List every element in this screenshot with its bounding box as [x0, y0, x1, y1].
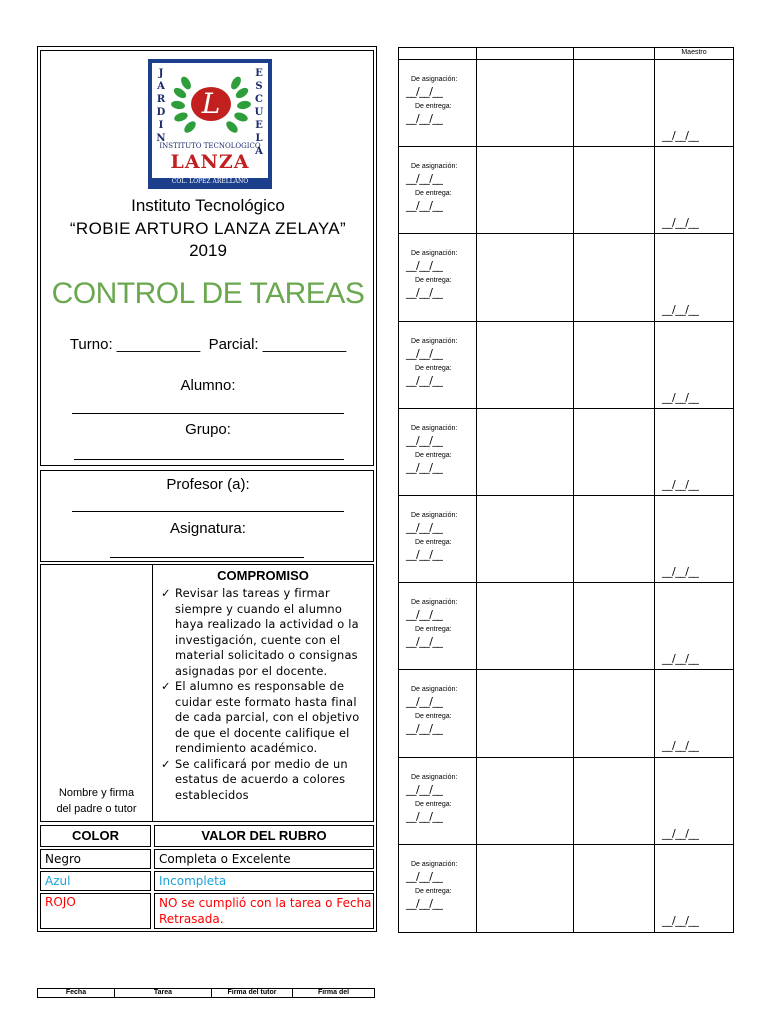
asignacion-label: De asignación:	[411, 76, 458, 83]
color-value: Incompleta	[154, 871, 374, 891]
logo-colony-text: COL. LÓPEZ ARELLANO	[171, 178, 249, 185]
asignacion-label: De asignación:	[411, 512, 458, 519]
entrega-date[interactable]: __/__/__	[406, 635, 443, 649]
alumno-line	[72, 413, 344, 414]
compromiso-list	[161, 586, 371, 803]
maestro-date[interactable]: __/__/__	[662, 739, 699, 753]
school-logo	[148, 59, 272, 189]
asignacion-date[interactable]: __/__/__	[406, 172, 443, 186]
profesor-line	[72, 511, 344, 512]
color-value: Completa o Excelente	[154, 849, 374, 869]
logo-institute-text: INSTITUTO TECNOLOGICO	[159, 142, 261, 150]
maestro-date[interactable]: __/__/__	[662, 826, 699, 840]
asignacion-label: De asignación:	[411, 163, 458, 171]
asignacion-date[interactable]: __/__/__	[406, 346, 443, 360]
color-header: COLOR	[40, 825, 151, 847]
profesor-label: Profesor (a):	[166, 476, 250, 493]
logo-left-letters: J A R D I N	[156, 68, 166, 144]
entrega-date[interactable]: __/__/__	[406, 199, 443, 213]
compromiso-item-text: Se calificará por medio de un estatus de acuerdo a colores establecidos	[175, 756, 348, 802]
bottom-header-strip	[37, 988, 375, 998]
color-value: NO se cumplió con la tarea o Fecha Retrasada.	[154, 893, 374, 929]
asignatura-line	[110, 557, 304, 558]
check-icon: ✓	[161, 756, 171, 771]
tracking-row	[399, 670, 733, 757]
color-name: ROJO	[40, 893, 151, 929]
signature-cell	[41, 565, 153, 821]
entrega-date[interactable]: __/__/__	[406, 722, 443, 736]
asignacion-date[interactable]: __/__/__	[406, 259, 443, 273]
asignacion-date[interactable]: __/__/__	[406, 521, 443, 534]
asignacion-date[interactable]: __/__/__	[406, 782, 443, 796]
entrega-date[interactable]: __/__/__	[406, 548, 443, 561]
compromiso-item	[161, 679, 371, 757]
maestro-date[interactable]: __/__/__	[662, 477, 699, 491]
compromiso-item	[161, 757, 371, 804]
maestro-date[interactable]: __/__/__	[662, 129, 699, 142]
entrega-label: De entrega:	[415, 451, 452, 459]
year: 2019	[189, 241, 227, 260]
maestro-date[interactable]: __/__/__	[662, 303, 699, 317]
check-icon: ✓	[161, 586, 171, 600]
color-row-azul	[40, 871, 374, 891]
entrega-label: De entrega:	[415, 364, 452, 372]
tracking-row	[399, 758, 733, 845]
compromiso-item	[161, 586, 371, 679]
asignacion-date[interactable]: __/__/__	[406, 433, 443, 447]
firma-tutor-header: Firma del tutor	[212, 989, 293, 997]
maestro-header: Maestro	[681, 49, 707, 56]
color-row-rojo	[40, 893, 374, 929]
logo-lanza-text: LANZA	[170, 151, 250, 173]
laurel-wreath-icon	[170, 71, 252, 137]
profesor-box	[40, 470, 374, 562]
entrega-date[interactable]: __/__/__	[406, 286, 443, 300]
grupo-line	[74, 459, 344, 460]
cover-panel	[37, 46, 377, 932]
maestro-date[interactable]: __/__/__	[662, 913, 699, 927]
turno-parcial-row	[41, 336, 375, 353]
color-row-negro	[40, 849, 374, 869]
maestro-date[interactable]: __/__/__	[662, 216, 699, 230]
signature-label-line2: del padre o tutor	[56, 803, 137, 815]
entrega-date[interactable]: __/__/__	[406, 112, 443, 125]
asignacion-label: De asignación:	[411, 250, 458, 258]
asignatura-label: Asignatura:	[170, 520, 246, 537]
tracking-table	[398, 47, 734, 933]
entrega-label: De entrega:	[415, 887, 452, 895]
asignacion-label: De asignación:	[411, 424, 458, 432]
color-table-header	[40, 825, 374, 847]
asignacion-label: De asignación:	[411, 773, 458, 781]
tarea-header: Tarea	[115, 989, 212, 997]
entrega-label: De entrega:	[415, 190, 452, 198]
school-name: “ROBIE ARTURO LANZA ZELAYA”	[69, 219, 347, 238]
entrega-date[interactable]: __/__/__	[406, 460, 443, 474]
entrega-date[interactable]: __/__/__	[406, 896, 443, 910]
tracking-row	[399, 147, 733, 234]
value-header: VALOR DEL RUBRO	[154, 825, 374, 847]
color-name: Negro	[40, 849, 151, 869]
tracking-row	[399, 322, 733, 409]
compromiso-item-text: El alumno es responsable de cuidar este formato hasta final de cada parcial, con el objetivo de que el docente califique el rendimiento académico.	[175, 679, 360, 755]
parcial-label: Parcial: __________	[208, 336, 347, 353]
asignacion-date[interactable]: __/__/__	[406, 608, 443, 622]
logo-right-letters: E S C U E L A	[254, 68, 264, 157]
tracking-header	[399, 48, 733, 60]
tracking-row	[399, 583, 733, 670]
asignacion-label: De asignación:	[411, 686, 458, 694]
entrega-label: De entrega:	[415, 626, 452, 634]
institute-line: Instituto Tecnológico	[131, 196, 285, 215]
asignacion-label: De asignación:	[411, 860, 458, 868]
tracking-row	[399, 234, 733, 321]
tracking-row	[399, 496, 733, 583]
page-title: CONTROL DE TAREAS	[51, 277, 365, 310]
logo-monogram: L	[201, 87, 221, 120]
maestro-date[interactable]: __/__/__	[662, 390, 699, 404]
asignacion-date[interactable]: __/__/__	[406, 695, 443, 709]
entrega-label: De entrega:	[415, 713, 452, 721]
entrega-date[interactable]: __/__/__	[406, 373, 443, 387]
signature-label-line1: Nombre y firma	[58, 787, 135, 799]
check-icon: ✓	[161, 679, 171, 693]
entrega-label: De entrega:	[415, 800, 452, 808]
grupo-label: Grupo:	[185, 421, 231, 438]
tracking-row	[399, 60, 733, 147]
turno-label: Turno: __________	[69, 336, 201, 353]
asignacion-date[interactable]: __/__/__	[406, 85, 443, 98]
entrega-label: De entrega:	[415, 539, 452, 546]
compromiso-item-text: Revisar las tareas y firmar siempre y cuando el alumno haya realizado la actividad o la investigación, cuente con el material solicitado o consignas asignadas por el docente.	[175, 586, 359, 678]
compromiso-box	[40, 564, 374, 822]
alumno-label: Alumno:	[180, 377, 236, 394]
signature-label	[41, 785, 152, 817]
logo-inner	[152, 63, 268, 178]
asignacion-label: De asignación:	[411, 337, 458, 345]
fecha-header: Fecha	[38, 989, 115, 997]
entrega-label: De entrega:	[415, 103, 452, 110]
asignacion-date[interactable]: __/__/__	[406, 869, 443, 883]
compromiso-title: COMPROMISO	[217, 568, 309, 583]
maestro-date[interactable]: __/__/__	[662, 565, 699, 578]
entrega-label: De entrega:	[415, 277, 452, 285]
firma-del-header: Firma del	[317, 989, 350, 996]
maestro-date[interactable]: __/__/__	[662, 652, 699, 666]
entrega-date[interactable]: __/__/__	[406, 809, 443, 823]
cover-box	[40, 50, 374, 466]
tracking-row	[399, 845, 733, 931]
tracking-row	[399, 409, 733, 496]
color-name: Azul	[40, 871, 151, 891]
asignacion-label: De asignación:	[411, 599, 458, 607]
